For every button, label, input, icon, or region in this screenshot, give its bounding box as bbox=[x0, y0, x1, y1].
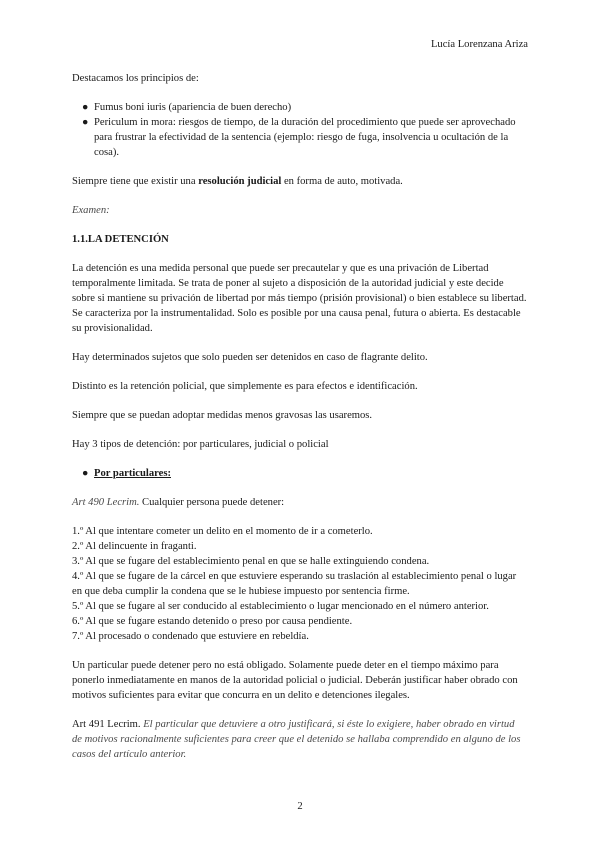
art491-paragraph bbox=[72, 717, 527, 762]
list-item: 1.º Al que intentare cometer un delito en el momento de ir a cometerlo. bbox=[72, 526, 373, 537]
particular-paragraph: Un particular puede detener pero no está obligado. Solamente puede deter en el tiempo máximo para ponerlo inmediatamente en manos de la autoridad policial o judicial. Deberán justificar haber obrado con motivos suficientes para evitar que concurra en un delito e detenciones ilegales. bbox=[72, 660, 518, 701]
resolution-bold: resolución judicial bbox=[198, 176, 282, 187]
resolution-text bbox=[72, 174, 527, 189]
gravosas-paragraph: Siempre que se puedan adoptar medidas menos gravosas las usaremos. bbox=[72, 410, 373, 421]
exam-label: Examen: bbox=[72, 205, 110, 216]
subsection-label: Por particulares: bbox=[94, 468, 171, 479]
bullet-icon: ● bbox=[82, 468, 89, 479]
list-item bbox=[72, 100, 527, 115]
bullet-icon: ● bbox=[82, 117, 89, 128]
art490-text: Cualquier persona puede detener: bbox=[139, 497, 285, 508]
page-header-author: Lucía Lorenzana Ariza bbox=[430, 39, 528, 50]
page-number: 2 bbox=[297, 801, 303, 812]
intro-text: Destacamos los principios de: bbox=[72, 73, 199, 84]
flagrante-paragraph: Hay determinados sujetos que solo pueden ser detenidos en caso de flagrante delito. bbox=[72, 352, 428, 363]
bullet-icon: ● bbox=[82, 102, 89, 113]
retencion-paragraph: Distinto es la retención policial, que simplemente es para efectos e identificación. bbox=[72, 381, 418, 392]
tipos-paragraph: Hay 3 tipos de detención: por particulares, judicial o policial bbox=[72, 439, 329, 450]
principles-list bbox=[72, 100, 527, 160]
art490-paragraph bbox=[72, 495, 527, 510]
list-item bbox=[72, 115, 527, 160]
resolution-before: Siempre tiene que existir una bbox=[72, 176, 199, 187]
list-item: 7.º Al procesado o condenado que estuviere en rebeldía. bbox=[72, 631, 309, 642]
section-title: 1.1.LA DETENCIÓN bbox=[72, 234, 169, 245]
list-item: 3.º Al que se fugare del establecimiento penal en que se halle extinguiendo condena. bbox=[72, 556, 430, 567]
cases-list bbox=[72, 524, 527, 644]
art491-text: El particular que detuviere a otro justificará, si éste lo exigiere, haber obrado en virtud de motivos racionalmente suficientes para creer que el detenido se hallaba comprendido en alguno de los casos del artículo anterior. bbox=[72, 719, 521, 760]
page-content bbox=[72, 71, 527, 762]
list-item: 6.º Al que se fugare estando detenido o preso por causa pendiente. bbox=[72, 616, 353, 627]
principle-text: Periculum in mora: riesgos de tiempo, de la duración del procedimiento que puede ser aprovechado para frustrar la efectividad de la sentencia (ejemplo: riesgo de fuga, insolvencia u ocultación de la cosa). bbox=[94, 117, 516, 158]
list-item: 5.º Al que se fugare al ser conducido al establecimiento o lugar mencionado en el número anterior. bbox=[72, 601, 489, 612]
resolution-after: en forma de auto, motivada. bbox=[281, 176, 403, 187]
definition-paragraph: La detención es una medida personal que puede ser precautelar y que es una privación de Libertad temporalmente limitada. Se trata de poner al sujeto a disposición de la autoridad judicial y este decide sobre si mantiene su privación de libertad por más tiempo (prisión provisional) o bien establece su libertad. Se caracteriza por la instrumentalidad. Solo es posible por una causa penal, futura o abierta. Es destacable su provisionalidad. bbox=[72, 263, 527, 334]
subsection-heading bbox=[72, 466, 527, 481]
principle-text: Fumus boni iuris (apariencia de buen derecho) bbox=[94, 102, 292, 113]
list-item: 2.º Al delincuente in fraganti. bbox=[72, 541, 197, 552]
art491-ref: Art 491 Lecrim. bbox=[72, 719, 144, 730]
list-item: 4.º Al que se fugare de la cárcel en que estuviere esperando su traslación al establecimiento penal o lugar en que deba cumplir la condena que se le hubiese impuesto por sentencia firme. bbox=[72, 571, 517, 597]
art490-ref: Art 490 Lecrim. bbox=[72, 497, 140, 508]
